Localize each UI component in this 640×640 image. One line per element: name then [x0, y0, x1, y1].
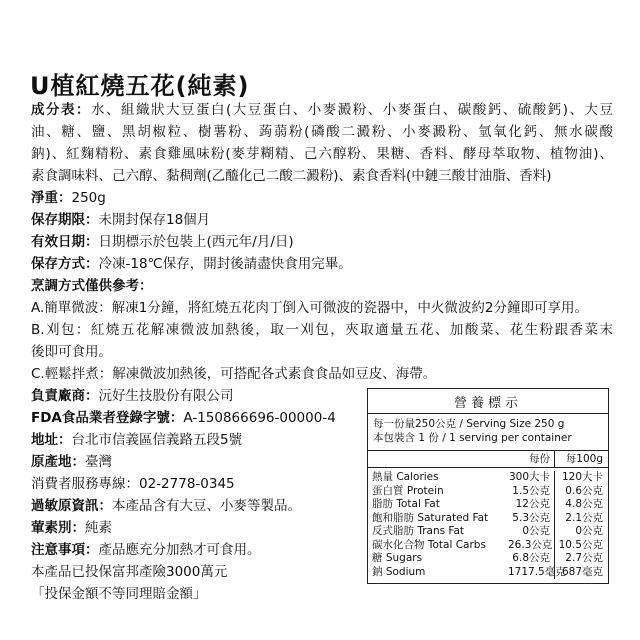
per-100g-value: 4.8公克 [554, 498, 608, 512]
info-label: 有效日期： [31, 234, 99, 250]
nutrition-title: 營養標示 [368, 389, 608, 414]
per-serving-value: 26.3公克 [508, 538, 553, 551]
info-label: 原產地： [31, 454, 85, 470]
nutrition-row [368, 471, 608, 485]
info-text: 250g [71, 190, 106, 206]
info-label: 成分表： [31, 102, 91, 118]
info-text: 臺灣 [85, 454, 112, 470]
info-text: 未開封保存18個月 [98, 212, 211, 228]
info-line [31, 143, 613, 165]
nutrient-name: 脂肪 Total Fat [372, 498, 440, 510]
nutrition-row [368, 539, 608, 553]
nutrient-name: 碳水化合物 Total Carbs [372, 538, 486, 551]
info-label: 地址： [31, 432, 72, 448]
nutrient-name: 鈉 Sodium [372, 565, 426, 578]
nutrition-row [368, 512, 608, 526]
per-100g-value: 0.6公克 [554, 485, 608, 499]
servings-per-container: 本包裝含 1 份 / 1 serving per container [373, 432, 572, 444]
info-text: 油、糖、鹽、黑胡椒粒、樹薯粉、蒟蒻粉(磷酸二澱粉、小麥澱粉、氫氧化鈣、無水碳酸 [31, 124, 613, 140]
per-serving-value: 6.8公克 [512, 552, 550, 564]
per-100g-value: 10.5公克 [554, 539, 608, 553]
info-text: 純素 [85, 520, 112, 536]
info-text: B.刈包：紅燒五花解凍微波加熱後，取一刈包，夾取適量五花、加酸菜、花生粉跟香菜末 [31, 322, 613, 338]
info-label: 保存方式： [31, 256, 99, 272]
nutrition-row [368, 525, 608, 539]
info-text: 本產品含有大豆、小麥等製品。 [112, 498, 301, 514]
per-serving-value: 1717.5毫克 [508, 565, 566, 578]
nutrition-row [368, 498, 608, 512]
info-line [31, 583, 613, 605]
info-label: FDA食品業者登錄字號： [31, 410, 184, 426]
per-serving-value: 12公克 [515, 498, 550, 510]
info-line [31, 297, 613, 319]
info-label: 烹調方式僅供參考： [31, 278, 153, 294]
info-text: C.輕鬆拌煮：解凍微波加熱後，可搭配各式素食食品如豆皮、海帶。 [31, 366, 437, 382]
per-serving-value: 0公克 [522, 525, 550, 537]
info-text: 日期標示於包裝上(西元年/月/日) [98, 234, 294, 250]
info-text: 沅好生技股份有限公司 [98, 388, 234, 404]
info-text: 後即可食用。 [31, 344, 112, 360]
info-text: 鈉)、紅麴精粉、素食雞風味粉(麥芽糊精、己六醇粉、果糖、香料、酵母萃取物、植物油)、 [31, 146, 613, 162]
info-label: 過敏原資訊： [31, 498, 112, 514]
info-label: 注意事項： [31, 542, 99, 558]
per-100g-header: 每100g [554, 451, 608, 467]
info-text: 冷凍-18℃保存，開封後請盡快食用完畢。 [98, 256, 352, 272]
nutrition-row [368, 485, 608, 499]
info-text: 產品應充分加熱才可食用。 [98, 542, 261, 558]
info-line [31, 275, 613, 297]
per-serving-value: 300大卡 [508, 471, 550, 483]
per-100g-value: 687毫克 [554, 566, 608, 580]
info-line [31, 253, 613, 275]
product-title: U植紅燒五花(純素) [30, 72, 250, 100]
nutrient-name: 反式脂肪 Trans Fat [372, 525, 465, 537]
nutrition-row [368, 552, 608, 566]
nutrition-row [368, 566, 608, 580]
info-line [31, 99, 613, 121]
info-line [31, 363, 613, 385]
info-text: A-150866696-00000-4 [183, 410, 336, 426]
nutrient-name: 飽和脂肪 Saturated Fat [372, 511, 489, 524]
info-label: 保存期限： [31, 212, 99, 228]
info-line [31, 187, 613, 209]
info-text: 台北市信義區信義路五段5號 [71, 432, 243, 448]
per-100g-value: 2.7公克 [554, 552, 608, 566]
nutrition-table [367, 388, 609, 584]
nutrient-name: 蛋白質 Protein [372, 484, 444, 497]
info-label: 負責廠商： [31, 388, 99, 404]
info-text: 本產品已投保富邦產險3000萬元 [31, 564, 228, 580]
nutrition-header-row [368, 451, 608, 468]
nutrient-name: 熱量 Calories [372, 471, 439, 483]
info-text: 水、組織狀大豆蛋白(大豆蛋白、小麥澱粉、小麥蛋白、碳酸鈣、硫酸鈣)、大豆 [91, 102, 613, 118]
info-line [31, 341, 613, 363]
info-line [31, 209, 613, 231]
per-100g-value: 0公克 [554, 525, 608, 539]
serving-info [368, 414, 608, 451]
info-text: 消費者服務專線：02-2778-0345 [31, 476, 235, 492]
per-serving-header: 每份 [529, 453, 550, 465]
info-label: 淨重： [31, 190, 72, 206]
nutrient-name: 糖 Sugars [372, 552, 423, 564]
per-100g-value: 2.1公克 [554, 512, 608, 526]
info-text: A.簡單微波：解凍1分鐘，將紅燒五花肉丁倒入可微波的瓷器中，中火微波約2分鐘即可享用。 [31, 300, 588, 316]
serving-size: 每一份量250公克 / Serving Size 250 g [373, 418, 565, 430]
info-line [31, 319, 613, 341]
info-text: 素食調味料、己六醇、黏稠劑(乙醯化己二酸二澱粉)、素食香料(中鏈三酸甘油脂、香料) [31, 168, 552, 184]
info-label: 葷素別： [31, 520, 85, 536]
per-100g-value: 120大卡 [554, 471, 608, 485]
per-serving-value: 1.5公克 [512, 484, 550, 497]
per-serving-value: 5.3公克 [512, 511, 550, 524]
info-line [31, 231, 613, 253]
info-line [31, 121, 613, 143]
info-text: 「投保金額不等同理賠金額」 [31, 586, 207, 602]
info-line [31, 165, 613, 187]
nutrition-rows [368, 468, 608, 583]
